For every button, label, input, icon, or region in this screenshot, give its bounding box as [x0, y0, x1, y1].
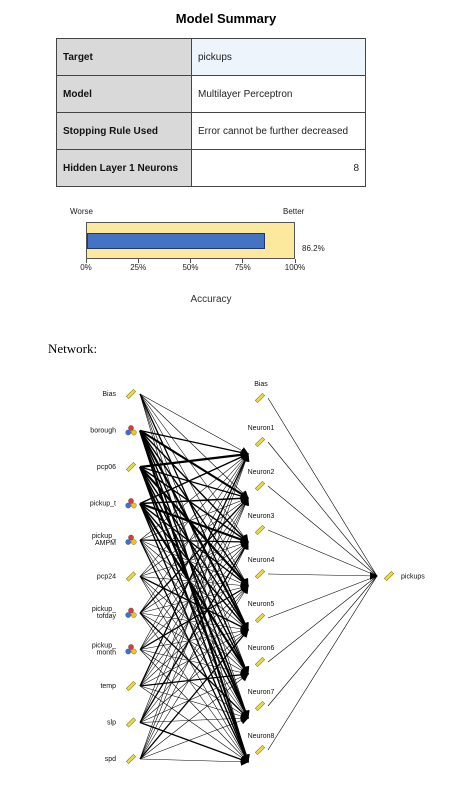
node-label: Neuron7	[247, 689, 275, 696]
node-label: spd	[104, 756, 116, 763]
model-summary-title: Model Summary	[175, 11, 277, 26]
node-label: pickup_ tofday	[91, 606, 116, 620]
table-row	[57, 76, 366, 113]
hidden-node	[254, 381, 268, 403]
table-row	[57, 113, 366, 150]
accuracy-tick-label: 100%	[284, 263, 306, 272]
row-key-stopping-rule: Stopping Rule Used	[57, 113, 192, 150]
node-label: pcp24	[96, 573, 116, 581]
row-key-model: Model	[57, 76, 192, 113]
accuracy-value: 86.2%	[302, 244, 325, 253]
network-edge	[268, 576, 377, 662]
input-node	[90, 425, 136, 435]
network-edge	[140, 650, 248, 675]
node-label: pickups	[401, 573, 425, 581]
node-label: Neuron2	[247, 469, 275, 476]
node-label: Neuron6	[247, 645, 275, 652]
node-label: Neuron4	[247, 557, 275, 564]
input-node	[107, 718, 136, 727]
network-edge	[268, 398, 377, 576]
hidden-node	[248, 469, 275, 491]
node-label: Neuron1	[247, 425, 275, 432]
network-edge	[268, 576, 377, 618]
accuracy-tick-label: 25%	[130, 263, 147, 272]
input-node	[105, 754, 136, 763]
input-node	[97, 462, 136, 471]
accuracy-tick-label: 75%	[234, 263, 251, 272]
network-edge	[140, 394, 248, 454]
node-label: Neuron3	[247, 513, 275, 520]
table-row	[57, 39, 366, 76]
node-label: Bias	[254, 381, 268, 388]
row-value-stopping-rule: Error cannot be further decreased	[192, 113, 366, 150]
node-label: pickup_t	[89, 500, 116, 508]
node-label: pickup_ month	[91, 642, 116, 657]
row-value-hidden-neurons: 8	[192, 150, 366, 187]
better-label: Better	[283, 207, 305, 216]
accuracy-axis-label: Accuracy	[190, 294, 232, 305]
node-label: temp	[100, 683, 116, 690]
output-node	[384, 571, 425, 580]
network-edge	[140, 542, 248, 686]
node-label: pickup_ AMPM	[91, 533, 116, 547]
accuracy-tick-label: 50%	[182, 263, 199, 272]
row-key-target: Target	[57, 39, 192, 76]
node-label: slp	[107, 719, 116, 727]
node-label: borough	[90, 427, 116, 435]
hidden-node	[248, 645, 275, 667]
model-summary-table	[56, 38, 366, 187]
row-value-target: pickups	[192, 39, 366, 76]
network-edge	[268, 486, 377, 576]
network-diagram	[0, 360, 452, 785]
network-edge	[140, 467, 248, 630]
accuracy-tick-label: 0%	[80, 263, 92, 272]
row-key-hidden-neurons: Hidden Layer 1 Neurons	[57, 150, 192, 187]
network-edge	[268, 574, 377, 576]
input-node	[102, 389, 135, 398]
accuracy-bar	[87, 233, 265, 249]
input-node	[100, 681, 135, 690]
network-edge	[268, 442, 377, 576]
table-row	[57, 150, 366, 187]
input-node	[92, 533, 137, 547]
accuracy-gauge	[86, 222, 295, 259]
hidden-node	[248, 601, 275, 623]
network-edge	[268, 530, 377, 576]
node-label: pcp06	[96, 464, 116, 471]
node-label: Neuron8	[247, 733, 275, 740]
row-value-model: Multilayer Perceptron	[192, 76, 366, 113]
network-edge	[268, 576, 377, 706]
hidden-node	[248, 733, 275, 755]
network-label: Network:	[48, 341, 98, 356]
worse-label: Worse	[70, 207, 93, 216]
input-node	[97, 572, 136, 581]
network-edge	[140, 759, 248, 762]
node-label: Neuron5	[247, 601, 275, 608]
hidden-node	[248, 513, 275, 535]
hidden-node	[248, 689, 275, 711]
hidden-node	[248, 425, 275, 447]
node-label: Bias	[102, 391, 116, 398]
network-edge	[268, 576, 377, 750]
input-node	[90, 498, 136, 508]
hidden-node	[248, 557, 275, 579]
input-node	[92, 643, 137, 657]
input-node	[92, 606, 137, 620]
